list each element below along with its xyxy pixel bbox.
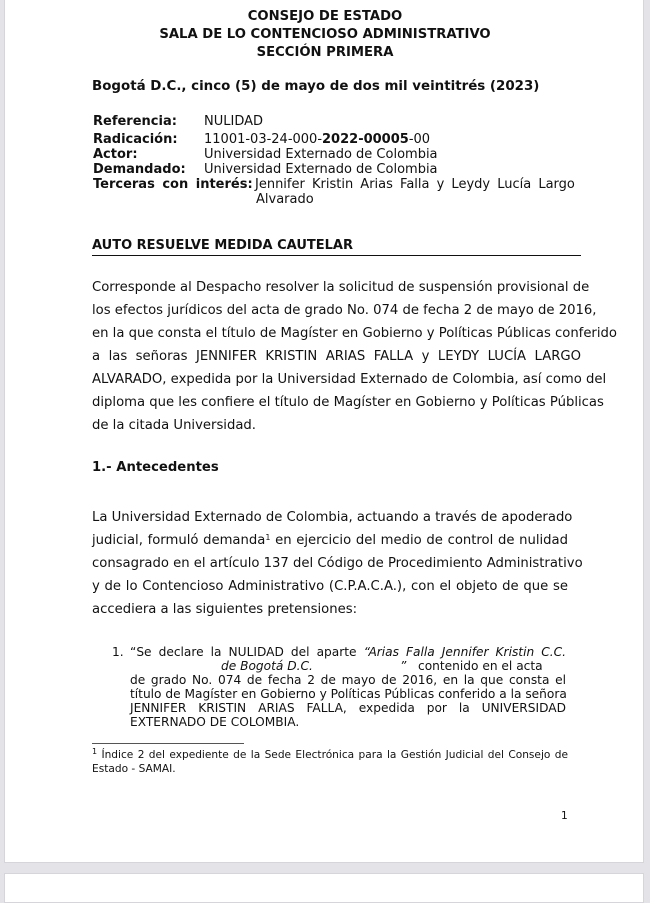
paragraph-line: judicial, formuló demanda$^1$ en ejercicio del medio de control de nulidad <box>92 533 568 548</box>
footnote-ref[interactable]: 1 <box>265 533 271 542</box>
paragraph-line: consagrado en el artículo 137 del Código de Procedimiento Administrativo <box>92 556 583 571</box>
list-item-line: contenido en el acta <box>418 659 543 673</box>
closing-quote: ” <box>400 659 407 673</box>
footnote-separator <box>92 743 244 744</box>
paragraph-line: y de lo Contencioso Administrativo (C.P.A.C.A.), con el objeto de que se <box>92 579 568 594</box>
footnote-marker: 1 <box>92 747 98 756</box>
terceras-value-line2: Alvarado <box>256 192 314 207</box>
list-item-line: título de Magíster en Gobierno y Políticas Públicas conferido a la señora <box>130 687 567 701</box>
referencia-label: Referencia: <box>93 114 177 129</box>
terceras-value-line1: Jennifer Kristin Arias Falla y Leydy Lucía Largo <box>255 177 575 192</box>
list-item-line: JENNIFER KRISTIN ARIAS FALLA, expedida por la UNIVERSIDAD <box>130 701 566 715</box>
actor-label: Actor: <box>93 147 138 162</box>
list-item-number: 1. <box>112 645 124 659</box>
paragraph-line: en la que consta el título de Magíster en Gobierno y Políticas Públicas conferido <box>92 326 617 341</box>
paragraph-line: La Universidad Externado de Colombia, actuando a través de apoderado <box>92 510 573 525</box>
section-heading-antecedentes: 1.- Antecedentes <box>92 460 219 475</box>
paragraph-line: Corresponde al Despacho resolver la solicitud de suspensión provisional de <box>92 280 590 295</box>
footnote-line: $^1$ Índice 2 del expediente de la Sede Electrónica para la Gestión Judicial del Consejo de <box>92 747 568 761</box>
document-title: AUTO RESUELVE MEDIDA CAUTELAR <box>92 238 581 256</box>
document-page-2 <box>4 873 644 903</box>
footnote-line: Estado - SAMAI. <box>92 763 176 775</box>
court-name: CONSEJO DE ESTADO <box>247 9 403 24</box>
paragraph-line: diploma que les confiere el título de Magíster en Gobierno y Políticas Públicas <box>92 395 604 410</box>
referencia-value: NULIDAD <box>204 114 264 129</box>
list-item-line: de grado No. 074 de fecha 2 de mayo de 2016, en la que consta el <box>130 673 566 687</box>
page-number: 1 <box>561 810 568 822</box>
court-chamber: SALA DE LO CONTENCIOSO ADMINISTRATIVO <box>159 27 491 42</box>
paragraph-line: de la citada Universidad. <box>92 418 256 433</box>
paragraph-line: ALVARADO, expedida por la Universidad Externado de Colombia, así como del <box>92 372 607 387</box>
document-date: Bogotá D.C., cinco (5) de mayo de dos mil veintitrés (2023) <box>92 79 540 94</box>
terceras-label: Terceras con interés: <box>93 177 253 192</box>
paragraph-line: a las señoras JENNIFER KRISTIN ARIAS FALLA y LEYDY LUCÍA LARGO <box>92 349 581 364</box>
list-item-line: “Se declare la NULIDAD del aparte “Arias Falla Jennifer Kristin C.C. <box>130 645 566 659</box>
list-item-line: de Bogotá D.C. <box>221 659 313 673</box>
radicacion-label: Radicación: <box>93 132 178 147</box>
paragraph-line: los efectos jurídicos del acta de grado No. 074 de fecha 2 de mayo de 2016, <box>92 303 597 318</box>
radicacion-value: 11001-03-24-000-2022-00005-00 <box>204 132 431 147</box>
court-section: SECCIÓN PRIMERA <box>256 45 394 60</box>
paragraph-line: accediera a las siguientes pretensiones: <box>92 602 358 617</box>
actor-value: Universidad Externado de Colombia <box>204 147 438 162</box>
demandado-value: Universidad Externado de Colombia <box>204 162 438 177</box>
demandado-label: Demandado: <box>93 162 186 177</box>
list-item-line: EXTERNADO DE COLOMBIA. <box>130 715 300 729</box>
